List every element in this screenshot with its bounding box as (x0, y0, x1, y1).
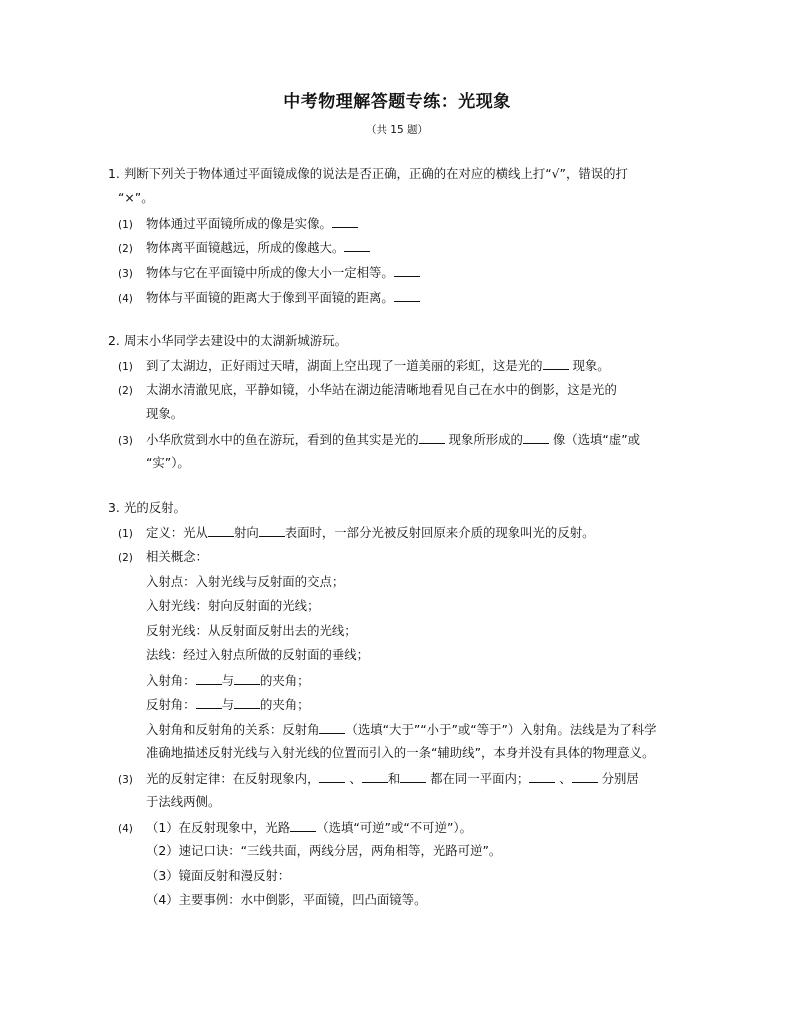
answer-blank[interactable] (234, 696, 260, 709)
q3-item-4-line4: （4）主要事例：水中倒影，平面镜，凹凸面镜等。 (146, 892, 427, 907)
q1-stem-line1: 判断下列关于物体通过平面镜成像的说法是否正确，正确的在对应的横线上打“√”，错误的打 (123, 166, 628, 181)
concept-normal: 法线：经过入射点所做的反射面的垂线； (146, 647, 370, 662)
q2-item-1: (1) 到了太湖边，正好雨过天晴，湖面上空出现了一道美丽的彩虹，这是光的 现象。 (118, 358, 610, 373)
q2-item-3-line2: “实”）。 (146, 455, 190, 470)
q1-number: 1. (108, 166, 120, 181)
q1-stem (108, 166, 628, 182)
q3-item-3: (3) 光的反射定律：在反射现象内， 、 和 都在同一平面内； 、 分别居 (118, 771, 639, 786)
answer-blank[interactable] (572, 770, 598, 783)
q1-stem-line2: “×”。 (118, 190, 154, 205)
answer-blank[interactable] (332, 215, 358, 228)
q3-stem: 3. 光的反射。 (108, 500, 186, 515)
q3-item-3-line2: 于法线两侧。 (146, 794, 221, 809)
answer-blank[interactable] (344, 239, 370, 252)
answer-blank[interactable] (394, 264, 420, 277)
answer-blank[interactable] (543, 357, 569, 370)
answer-blank[interactable] (319, 770, 345, 783)
q3-item-1: (1) 定义：光从 射向 表面时，一部分光被反射回原来介质的现象叫光的反射。 (118, 525, 595, 540)
q1-item-1: (1) 物体通过平面镜所成的像是实像。 (118, 215, 358, 233)
concept-normal-note: 准确地描述反射光线与入射光线的位置而引入的一条“辅助线”，本身并没有具体的物理意义。 (146, 745, 655, 760)
answer-blank[interactable] (319, 721, 345, 734)
concept-reflected-ray: 反射光线：从反射面反射出去的光线； (146, 623, 357, 638)
concept-incident-ray: 入射光线：射向反射面的光线； (146, 598, 320, 613)
q2-item-2-line2: 现象。 (146, 406, 184, 421)
answer-blank[interactable] (234, 672, 260, 685)
concept-angle-relation: 入射角和反射角的关系：反射角 （选填“大于”“小于”或“等于”）入射角。法线是为了科学 (146, 722, 657, 737)
q2-item-3: (3) 小华欣赏到水中的鱼在游玩，看到的鱼其实是光的 现象所形成的 像（选填“虚”或 (118, 432, 641, 447)
answer-blank[interactable] (196, 672, 222, 685)
q3-item-4-line2: （2）速记口诀：“三线共面，两线分居，两角相等，光路可逆”。 (146, 843, 502, 858)
q3-item-2: (2) 相关概念： (118, 549, 208, 564)
concept-incidence-angle: 入射角： 与 的夹角； (146, 673, 310, 688)
page-title: 中考物理解答题专练：光现象 (283, 92, 511, 112)
q3-item-4: (4) （1）在反射现象中，光路 （选填“可逆”或“不可逆”）。 (118, 820, 472, 835)
answer-blank[interactable] (394, 289, 420, 302)
answer-blank[interactable] (290, 819, 316, 832)
q3-item-4-line3: （3）镜面反射和漫反射： (146, 868, 291, 883)
answer-blank[interactable] (400, 770, 426, 783)
answer-blank[interactable] (419, 431, 445, 444)
q1-item-2: (2) 物体离平面镜越远，所成的像越大。 (118, 239, 370, 257)
q1-item-3: (3) 物体与它在平面镜中所成的像大小一定相等。 (118, 264, 420, 282)
answer-blank[interactable] (259, 524, 285, 537)
q1-item-4: (4) 物体与平面镜的距离大于像到平面镜的距离。 (118, 289, 420, 307)
answer-blank[interactable] (362, 770, 388, 783)
answer-blank[interactable] (196, 696, 222, 709)
answer-blank[interactable] (523, 431, 549, 444)
answer-blank[interactable] (208, 524, 234, 537)
q2-stem: 2. 周末小华同学去建设中的太湖新城游玩。 (108, 333, 347, 348)
page-subtitle: （共 15 题） (365, 124, 429, 136)
concept-reflection-angle: 反射角： 与 的夹角； (146, 697, 310, 712)
answer-blank[interactable] (529, 770, 555, 783)
q2-item-2: (2) 太湖水清澈见底，平静如镜，小华站在湖边能清晰地看见自己在水中的倒影，这是光的 (118, 382, 617, 397)
concept-incident-point: 入射点：入射光线与反射面的交点； (146, 574, 345, 589)
